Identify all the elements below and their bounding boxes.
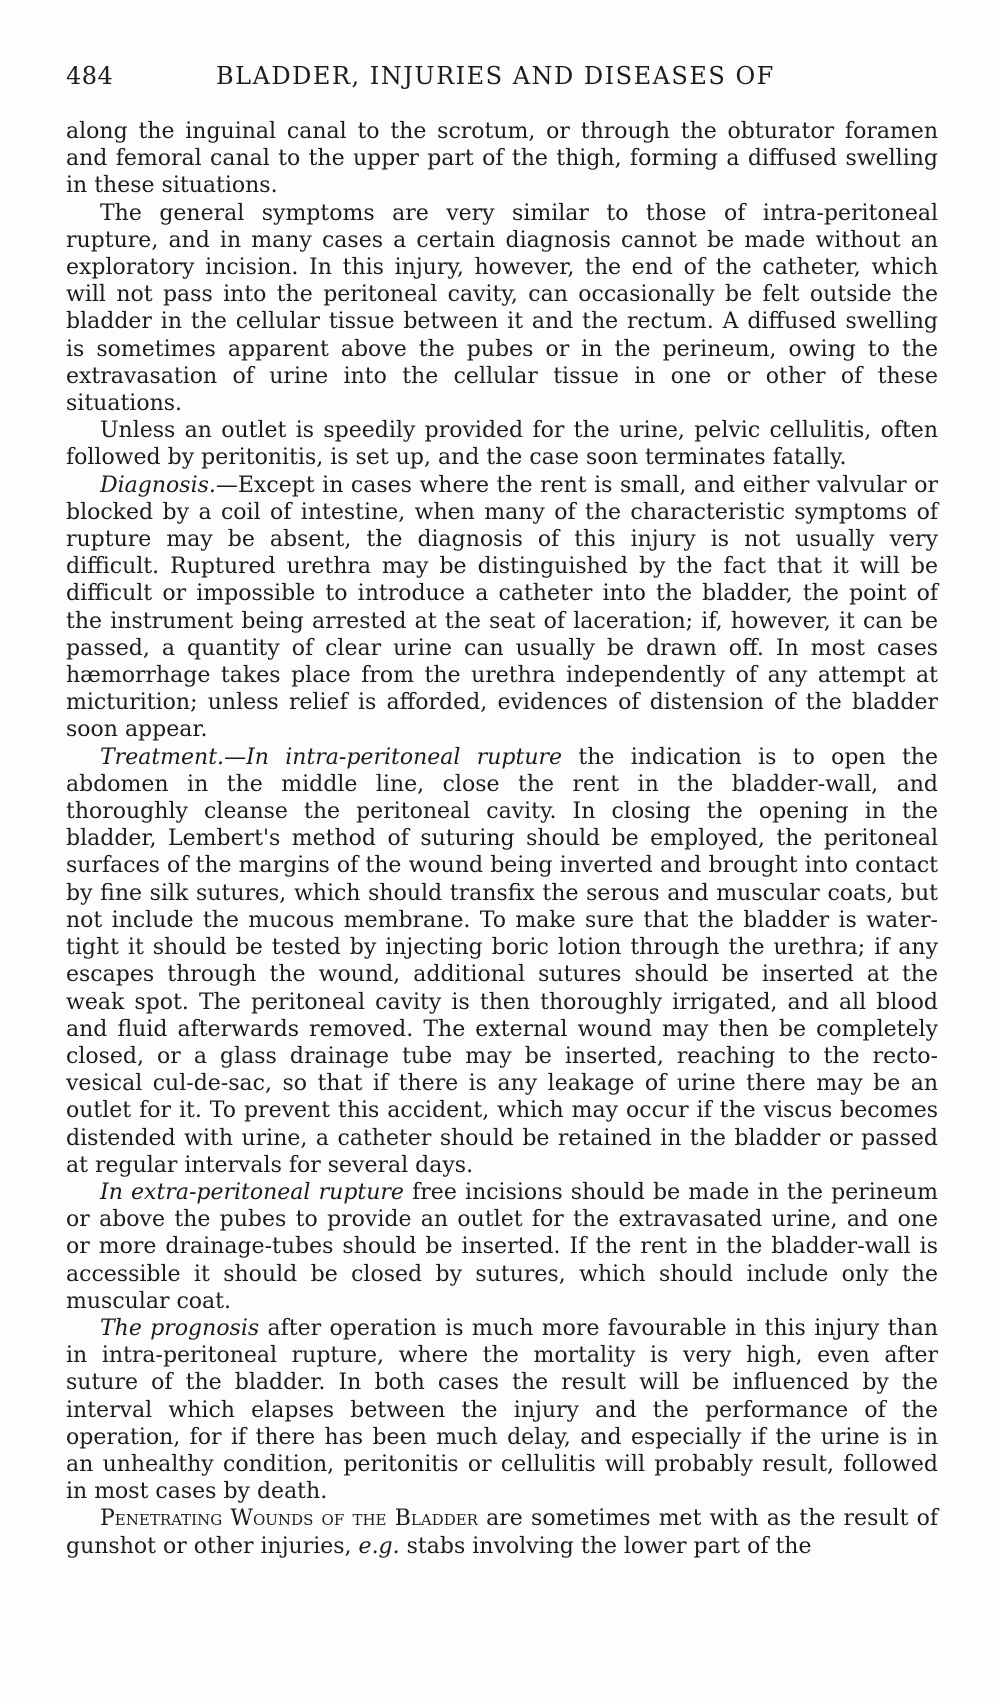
page-number: 484	[66, 62, 114, 90]
paragraph-text: the indication is to open the abdomen in the middle line, close the rent in the bladder-wall, and thoroughly cleanse the peritoneal cavity. In closing the opening in the bladder, Lembert's method of suturing should be employed, the peritoneal surfaces of the margins of the wound being inverted and brought into contact by fine silk sutures, which should transfix the serous and muscular coats, but not include the mucous membrane. To make sure that the bladder is water-tight it should be tested by injecting boric lotion through the urethra; if any escapes through the wound, additional sutures should be inserted at the weak spot. The peritoneal cavity is then thoroughly irrigated, and all blood and fluid afterwards removed. The external wound may then be completely closed, or a glass drainage tube may be inserted, reaching to the recto-vesical cul-de-sac, so that if there is any leakage of urine there may be an outlet for it. To prevent this accident, which may occur if the viscus becomes distended with urine, a catheter should be retained in the bladder or passed at regular intervals for several days.	[66, 744, 938, 1178]
paragraph-text: stabs involving the lower part of the	[399, 1533, 812, 1559]
paragraph-outlet	[66, 417, 938, 471]
paragraph-text: Unless an outlet is speedily provided for the urine, pelvic cellulitis, often followed by peritonitis, is set up, and the case soon terminates fatally.	[66, 418, 938, 471]
paragraph-text: —Except in cases where the rent is small, and either valvular or blocked by a coil of intestine, when many of the characteristic symptoms of rupture may be absent, the diagnosis of this injury is not usually very difficult. Ruptured urethra may be distinguished by the fact that it will be difficult or impossible to introduce a catheter into the bladder, the point of the instrument being arrested at the seat of laceration; if, however, it can be passed, a quantity of clear urine can usually be drawn off. In most cases hæmorrhage takes place from the urethra independently of any attempt at micturition; unless relief is afforded, evidences of distension of the bladder soon appear.	[66, 472, 938, 743]
paragraph-treatment	[66, 744, 938, 1179]
abbreviation-eg: e.g.	[358, 1533, 400, 1559]
run-in-heading-prognosis: The prognosis	[100, 1315, 260, 1341]
paragraph-continuation	[66, 118, 938, 200]
running-title: BLADDER, INJURIES AND DISEASES OF	[216, 62, 775, 90]
section-heading-penetrating-wounds: Penetrating Wounds of the Bladder	[100, 1506, 478, 1532]
paragraph-general-symptoms	[66, 200, 938, 418]
run-in-heading-diagnosis: Diagnosis.	[100, 472, 216, 498]
paragraph-text: after operation is much more favourable in this injury than in intra-peritoneal rupture, where the mortality is very high, even after suture of the bladder. In both cases the result will be influenced by the interval which elapses between the injury and the performance of the operation, for if there has been much delay, and especially if the urine is in an unhealthy condition, peritonitis or cellulitis will probably result, followed in most cases by death.	[66, 1315, 938, 1505]
paragraph-text: The general symptoms are very similar to those of intra-peritoneal rupture, and in many cases a certain diagnosis cannot be made without an exploratory incision. In this injury, however, the end of the catheter, which will not pass into the peritoneal cavity, can occasionally be felt outside the bladder in the cellular tissue between it and the rectum. A diffused swelling is sometimes apparent above the pubes or in the perineum, owing to the extravasation of urine into the cellular tissue in one or other of these situations.	[66, 200, 938, 417]
body-text	[66, 118, 938, 1560]
running-head	[66, 62, 936, 96]
paragraph-diagnosis	[66, 472, 938, 744]
paragraph-text: are sometimes met with as the result of gunshot or other injuries,	[66, 1506, 939, 1559]
run-in-heading-treatment: Treatment.	[100, 744, 225, 770]
run-in-subheading-intra-peritoneal: —In intra-peritoneal rupture	[224, 744, 563, 770]
paragraph-extra-peritoneal	[66, 1179, 938, 1315]
paragraph-penetrating-wounds	[66, 1505, 938, 1559]
paragraph-text: free incisions should be made in the perineum or above the pubes to provide an outlet for the extravasated urine, and one or more drainage-tubes should be inserted. If the rent in the bladder-wall is accessible it should be closed by sutures, which should include only the muscular coat.	[66, 1179, 939, 1314]
run-in-heading-extra-peritoneal: In extra-peritoneal rupture	[100, 1179, 404, 1205]
paragraph-text: along the inguinal canal to the scrotum, or through the obturator foramen and femoral canal to the upper part of the thigh, forming a diffused swelling in these situations.	[66, 119, 938, 199]
paragraph-prognosis	[66, 1315, 938, 1505]
